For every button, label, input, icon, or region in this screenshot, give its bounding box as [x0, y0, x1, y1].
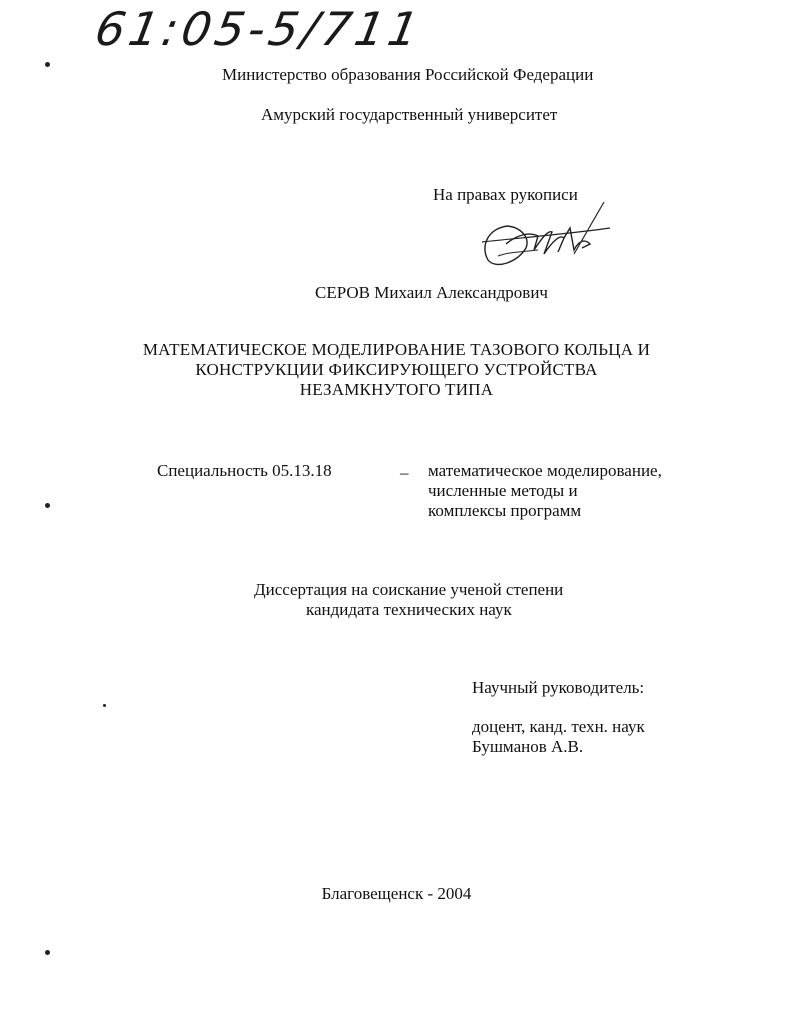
speck-mark	[103, 704, 106, 707]
title-line: МАТЕМАТИЧЕСКОЕ МОДЕЛИРОВАНИЕ ТАЗОВОГО КОЛЬЦА И	[142, 340, 651, 359]
specialty-description-line: математическое моделирование,	[428, 461, 662, 480]
punch-hole-mark	[45, 950, 50, 955]
university-name: Амурский государственный университет	[261, 105, 558, 124]
specialty-dash: –	[400, 463, 409, 482]
dissertation-title	[0, 340, 793, 400]
specialty-label: Специальность 05.13.18	[157, 461, 332, 480]
archive-code-handwritten: 61:05-5/711	[91, 2, 427, 56]
ministry-name: Министерство образования Российской Федерации	[222, 65, 594, 84]
title-line: НЕЗАМКНУТОГО ТИПА	[299, 380, 494, 399]
specialty-description-line: численные методы и	[428, 481, 578, 500]
place-and-year: Благовещенск - 2004	[321, 884, 472, 903]
supervisor-name: Бушманов А.В.	[472, 737, 584, 756]
dissertation-degree-line: кандидата технических наук	[306, 600, 512, 619]
supervisor-position: доцент, канд. техн. наук	[472, 717, 645, 736]
punch-hole-mark	[45, 62, 50, 67]
punch-hole-mark	[45, 503, 50, 508]
supervisor-heading: Научный руководитель:	[472, 678, 645, 697]
author-name: СЕРОВ Михаил Александрович	[315, 283, 548, 302]
manuscript-rights: На правах рукописи	[433, 185, 578, 204]
specialty-description-line: комплексы программ	[428, 501, 582, 520]
title-line: КОНСТРУКЦИИ ФИКСИРУЮЩЕГО УСТРОЙСТВА	[195, 360, 598, 379]
signature-image	[478, 198, 618, 270]
dissertation-degree-line: Диссертация на соискание ученой степени	[254, 580, 564, 599]
